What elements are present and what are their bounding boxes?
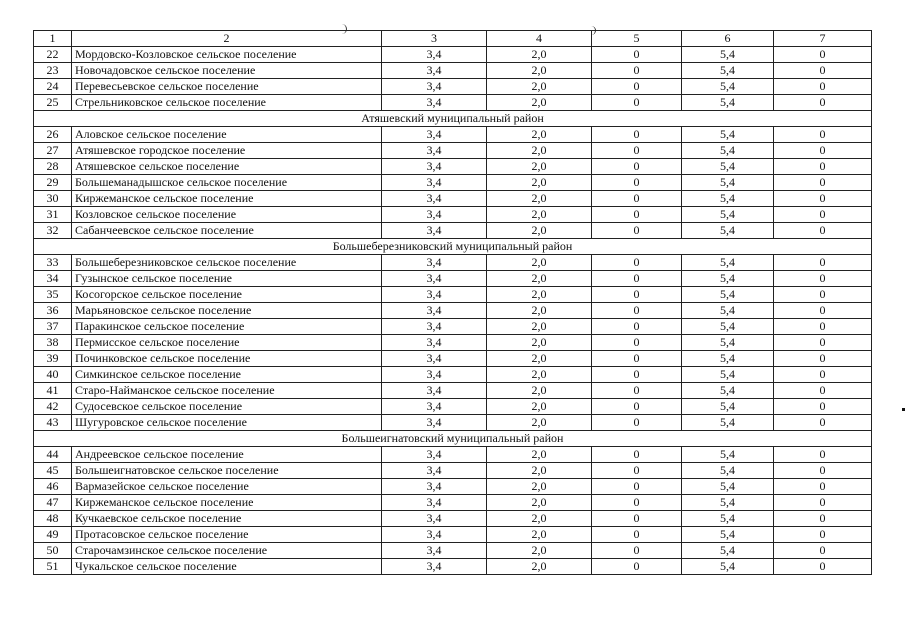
value-col-7: 0 — [774, 175, 872, 191]
settlement-name: Гузынское сельское поселение — [72, 271, 382, 287]
value-col-3: 3,4 — [382, 127, 487, 143]
value-col-7: 0 — [774, 367, 872, 383]
value-col-3: 3,4 — [382, 383, 487, 399]
value-col-6: 5,4 — [682, 319, 774, 335]
settlement-name: Симкинское сельское поселение — [72, 367, 382, 383]
value-col-5: 0 — [592, 559, 682, 575]
value-col-6: 5,4 — [682, 463, 774, 479]
value-col-5: 0 — [592, 207, 682, 223]
table-row — [34, 383, 872, 399]
value-col-7: 0 — [774, 319, 872, 335]
settlement-name: Большеманадышское сельское поселение — [72, 175, 382, 191]
value-col-4: 2,0 — [487, 383, 592, 399]
value-col-5: 0 — [592, 367, 682, 383]
value-col-6: 5,4 — [682, 255, 774, 271]
table-row — [34, 351, 872, 367]
value-col-7: 0 — [774, 271, 872, 287]
value-col-4: 2,0 — [487, 479, 592, 495]
value-col-5: 0 — [592, 351, 682, 367]
value-col-3: 3,4 — [382, 319, 487, 335]
row-number: 32 — [34, 223, 72, 239]
table-row — [34, 191, 872, 207]
value-col-7: 0 — [774, 47, 872, 63]
value-col-6: 5,4 — [682, 223, 774, 239]
settlement-name: Пермисское сельское поселение — [72, 335, 382, 351]
value-col-5: 0 — [592, 191, 682, 207]
value-col-5: 0 — [592, 511, 682, 527]
value-col-5: 0 — [592, 335, 682, 351]
row-number: 43 — [34, 415, 72, 431]
table-row — [34, 447, 872, 463]
value-col-3: 3,4 — [382, 463, 487, 479]
value-col-4: 2,0 — [487, 463, 592, 479]
value-col-7: 0 — [774, 127, 872, 143]
district-header-row — [34, 431, 872, 447]
value-col-6: 5,4 — [682, 415, 774, 431]
value-col-5: 0 — [592, 543, 682, 559]
table-row — [34, 527, 872, 543]
value-col-4: 2,0 — [487, 399, 592, 415]
row-number: 49 — [34, 527, 72, 543]
value-col-4: 2,0 — [487, 207, 592, 223]
table-row — [34, 319, 872, 335]
value-col-6: 5,4 — [682, 447, 774, 463]
value-col-4: 2,0 — [487, 367, 592, 383]
value-col-5: 0 — [592, 399, 682, 415]
column-number-row — [34, 31, 872, 47]
value-col-6: 5,4 — [682, 191, 774, 207]
value-col-7: 0 — [774, 559, 872, 575]
value-col-6: 5,4 — [682, 399, 774, 415]
value-col-5: 0 — [592, 447, 682, 463]
value-col-3: 3,4 — [382, 527, 487, 543]
row-number: 30 — [34, 191, 72, 207]
settlement-name: Козловское сельское поселение — [72, 207, 382, 223]
row-number: 47 — [34, 495, 72, 511]
row-number: 50 — [34, 543, 72, 559]
table-row — [34, 207, 872, 223]
value-col-5: 0 — [592, 175, 682, 191]
value-col-7: 0 — [774, 351, 872, 367]
value-col-7: 0 — [774, 447, 872, 463]
table-row — [34, 127, 872, 143]
settlement-name: Киржеманское сельское поселение — [72, 495, 382, 511]
value-col-6: 5,4 — [682, 127, 774, 143]
value-col-7: 0 — [774, 479, 872, 495]
table-row — [34, 303, 872, 319]
value-col-7: 0 — [774, 495, 872, 511]
value-col-3: 3,4 — [382, 79, 487, 95]
value-col-3: 3,4 — [382, 47, 487, 63]
value-col-3: 3,4 — [382, 255, 487, 271]
value-col-6: 5,4 — [682, 335, 774, 351]
settlement-name: Стрельниковское сельское поселение — [72, 95, 382, 111]
value-col-6: 5,4 — [682, 543, 774, 559]
row-number: 44 — [34, 447, 72, 463]
value-col-6: 5,4 — [682, 95, 774, 111]
row-number: 25 — [34, 95, 72, 111]
value-col-4: 2,0 — [487, 79, 592, 95]
value-col-4: 2,0 — [487, 287, 592, 303]
settlement-name: Вармазейское сельское поселение — [72, 479, 382, 495]
table-row — [34, 559, 872, 575]
value-col-7: 0 — [774, 303, 872, 319]
settlement-name: Старочамзинское сельское поселение — [72, 543, 382, 559]
settlement-name: Атяшевское городское поселение — [72, 143, 382, 159]
settlement-name: Большеигнатовское сельское поселение — [72, 463, 382, 479]
value-col-3: 3,4 — [382, 559, 487, 575]
value-col-6: 5,4 — [682, 527, 774, 543]
row-number: 38 — [34, 335, 72, 351]
table-body — [34, 31, 872, 575]
table-row — [34, 47, 872, 63]
value-col-7: 0 — [774, 463, 872, 479]
value-col-4: 2,0 — [487, 255, 592, 271]
value-col-3: 3,4 — [382, 447, 487, 463]
value-col-7: 0 — [774, 159, 872, 175]
value-col-4: 2,0 — [487, 351, 592, 367]
table-row — [34, 287, 872, 303]
value-col-5: 0 — [592, 255, 682, 271]
value-col-7: 0 — [774, 79, 872, 95]
value-col-7: 0 — [774, 143, 872, 159]
table-row — [34, 175, 872, 191]
value-col-4: 2,0 — [487, 447, 592, 463]
value-col-7: 0 — [774, 399, 872, 415]
value-col-4: 2,0 — [487, 143, 592, 159]
value-col-4: 2,0 — [487, 319, 592, 335]
settlement-name: Андреевское сельское поселение — [72, 447, 382, 463]
value-col-4: 2,0 — [487, 127, 592, 143]
value-col-4: 2,0 — [487, 175, 592, 191]
column-number: 7 — [774, 31, 872, 47]
data-table — [33, 30, 872, 575]
value-col-5: 0 — [592, 127, 682, 143]
row-number: 33 — [34, 255, 72, 271]
value-col-3: 3,4 — [382, 511, 487, 527]
row-number: 37 — [34, 319, 72, 335]
row-number: 22 — [34, 47, 72, 63]
value-col-3: 3,4 — [382, 335, 487, 351]
value-col-5: 0 — [592, 47, 682, 63]
row-number: 45 — [34, 463, 72, 479]
value-col-4: 2,0 — [487, 495, 592, 511]
value-col-4: 2,0 — [487, 415, 592, 431]
table-row — [34, 271, 872, 287]
table-row — [34, 223, 872, 239]
value-col-4: 2,0 — [487, 559, 592, 575]
value-col-5: 0 — [592, 95, 682, 111]
value-col-3: 3,4 — [382, 223, 487, 239]
value-col-3: 3,4 — [382, 287, 487, 303]
value-col-4: 2,0 — [487, 527, 592, 543]
table-row — [34, 511, 872, 527]
value-col-5: 0 — [592, 287, 682, 303]
row-number: 40 — [34, 367, 72, 383]
value-col-4: 2,0 — [487, 47, 592, 63]
settlement-name: Кучкаевское сельское поселение — [72, 511, 382, 527]
value-col-3: 3,4 — [382, 271, 487, 287]
value-col-6: 5,4 — [682, 303, 774, 319]
table-row — [34, 415, 872, 431]
value-col-6: 5,4 — [682, 479, 774, 495]
value-col-7: 0 — [774, 223, 872, 239]
value-col-6: 5,4 — [682, 271, 774, 287]
column-number: 1 — [34, 31, 72, 47]
value-col-6: 5,4 — [682, 175, 774, 191]
table-row — [34, 495, 872, 511]
value-col-3: 3,4 — [382, 63, 487, 79]
value-col-5: 0 — [592, 303, 682, 319]
value-col-5: 0 — [592, 143, 682, 159]
value-col-4: 2,0 — [487, 191, 592, 207]
value-col-6: 5,4 — [682, 495, 774, 511]
value-col-7: 0 — [774, 287, 872, 303]
row-number: 29 — [34, 175, 72, 191]
value-col-7: 0 — [774, 415, 872, 431]
value-col-5: 0 — [592, 79, 682, 95]
value-col-4: 2,0 — [487, 159, 592, 175]
settlement-name: Большеберезниковское сельское поселение — [72, 255, 382, 271]
row-number: 35 — [34, 287, 72, 303]
row-number: 26 — [34, 127, 72, 143]
column-number: 2 — [72, 31, 382, 47]
settlement-name: Шугуровское сельское поселение — [72, 415, 382, 431]
column-number: 6 — [682, 31, 774, 47]
value-col-3: 3,4 — [382, 159, 487, 175]
settlement-name: Починковское сельское поселение — [72, 351, 382, 367]
value-col-7: 0 — [774, 207, 872, 223]
value-col-6: 5,4 — [682, 207, 774, 223]
row-number: 27 — [34, 143, 72, 159]
value-col-7: 0 — [774, 383, 872, 399]
value-col-6: 5,4 — [682, 351, 774, 367]
value-col-3: 3,4 — [382, 207, 487, 223]
value-col-6: 5,4 — [682, 383, 774, 399]
value-col-5: 0 — [592, 223, 682, 239]
settlement-name: Сабанчеевское сельское поселение — [72, 223, 382, 239]
table-row — [34, 159, 872, 175]
row-number: 23 — [34, 63, 72, 79]
value-col-6: 5,4 — [682, 63, 774, 79]
table-row — [34, 463, 872, 479]
value-col-6: 5,4 — [682, 367, 774, 383]
value-col-7: 0 — [774, 335, 872, 351]
row-number: 24 — [34, 79, 72, 95]
value-col-4: 2,0 — [487, 95, 592, 111]
settlement-name: Киржеманское сельское поселение — [72, 191, 382, 207]
row-number: 42 — [34, 399, 72, 415]
value-col-6: 5,4 — [682, 143, 774, 159]
value-col-3: 3,4 — [382, 351, 487, 367]
settlement-name: Атяшевское сельское поселение — [72, 159, 382, 175]
settlement-name: Судосевское сельское поселение — [72, 399, 382, 415]
value-col-5: 0 — [592, 63, 682, 79]
value-col-7: 0 — [774, 527, 872, 543]
value-col-7: 0 — [774, 255, 872, 271]
value-col-3: 3,4 — [382, 415, 487, 431]
value-col-7: 0 — [774, 95, 872, 111]
value-col-5: 0 — [592, 527, 682, 543]
table-row — [34, 335, 872, 351]
value-col-3: 3,4 — [382, 95, 487, 111]
value-col-5: 0 — [592, 159, 682, 175]
value-col-5: 0 — [592, 463, 682, 479]
settlement-name: Протасовское сельское поселение — [72, 527, 382, 543]
value-col-3: 3,4 — [382, 479, 487, 495]
table-row — [34, 95, 872, 111]
value-col-5: 0 — [592, 415, 682, 431]
value-col-3: 3,4 — [382, 191, 487, 207]
value-col-3: 3,4 — [382, 143, 487, 159]
settlement-name: Новочадовское сельское поселение — [72, 63, 382, 79]
district-title: Большеигнатовский муниципальный район — [34, 431, 872, 447]
row-number: 34 — [34, 271, 72, 287]
value-col-3: 3,4 — [382, 367, 487, 383]
value-col-3: 3,4 — [382, 175, 487, 191]
value-col-6: 5,4 — [682, 287, 774, 303]
settlement-name: Старо-Найманское сельское поселение — [72, 383, 382, 399]
district-title: Большеберезниковский муниципальный район — [34, 239, 872, 255]
district-title: Атяшевский муниципальный район — [34, 111, 872, 127]
settlement-name: Перевесьевское сельское поселение — [72, 79, 382, 95]
value-col-4: 2,0 — [487, 335, 592, 351]
value-col-5: 0 — [592, 495, 682, 511]
settlement-name: Чукальское сельское поселение — [72, 559, 382, 575]
column-number: 4 — [487, 31, 592, 47]
value-col-7: 0 — [774, 511, 872, 527]
row-number: 28 — [34, 159, 72, 175]
value-col-4: 2,0 — [487, 303, 592, 319]
value-col-4: 2,0 — [487, 271, 592, 287]
value-col-4: 2,0 — [487, 511, 592, 527]
value-col-4: 2,0 — [487, 223, 592, 239]
settlement-name: Марьяновское сельское поселение — [72, 303, 382, 319]
value-col-7: 0 — [774, 191, 872, 207]
value-col-3: 3,4 — [382, 399, 487, 415]
value-col-4: 2,0 — [487, 63, 592, 79]
table-row — [34, 367, 872, 383]
row-number: 31 — [34, 207, 72, 223]
column-number: 3 — [382, 31, 487, 47]
value-col-3: 3,4 — [382, 303, 487, 319]
value-col-3: 3,4 — [382, 495, 487, 511]
district-header-row — [34, 239, 872, 255]
table-row — [34, 255, 872, 271]
settlement-name: Мордовско-Козловское сельское поселение — [72, 47, 382, 63]
table-row — [34, 143, 872, 159]
column-number: 5 — [592, 31, 682, 47]
value-col-6: 5,4 — [682, 47, 774, 63]
row-number: 39 — [34, 351, 72, 367]
value-col-6: 5,4 — [682, 511, 774, 527]
settlement-name: Аловское сельское поселение — [72, 127, 382, 143]
settlement-name: Косогорское сельское поселение — [72, 287, 382, 303]
value-col-6: 5,4 — [682, 159, 774, 175]
table-row — [34, 79, 872, 95]
district-header-row — [34, 111, 872, 127]
value-col-6: 5,4 — [682, 559, 774, 575]
value-col-7: 0 — [774, 63, 872, 79]
value-col-5: 0 — [592, 383, 682, 399]
value-col-4: 2,0 — [487, 543, 592, 559]
row-number: 48 — [34, 511, 72, 527]
value-col-6: 5,4 — [682, 79, 774, 95]
row-number: 41 — [34, 383, 72, 399]
value-col-5: 0 — [592, 271, 682, 287]
table-row — [34, 63, 872, 79]
table-row — [34, 479, 872, 495]
table-row — [34, 543, 872, 559]
value-col-5: 0 — [592, 319, 682, 335]
settlement-name: Паракинское сельское поселение — [72, 319, 382, 335]
row-number: 36 — [34, 303, 72, 319]
value-col-7: 0 — [774, 543, 872, 559]
value-col-5: 0 — [592, 479, 682, 495]
table-row — [34, 399, 872, 415]
value-col-3: 3,4 — [382, 543, 487, 559]
row-number: 51 — [34, 559, 72, 575]
row-number: 46 — [34, 479, 72, 495]
